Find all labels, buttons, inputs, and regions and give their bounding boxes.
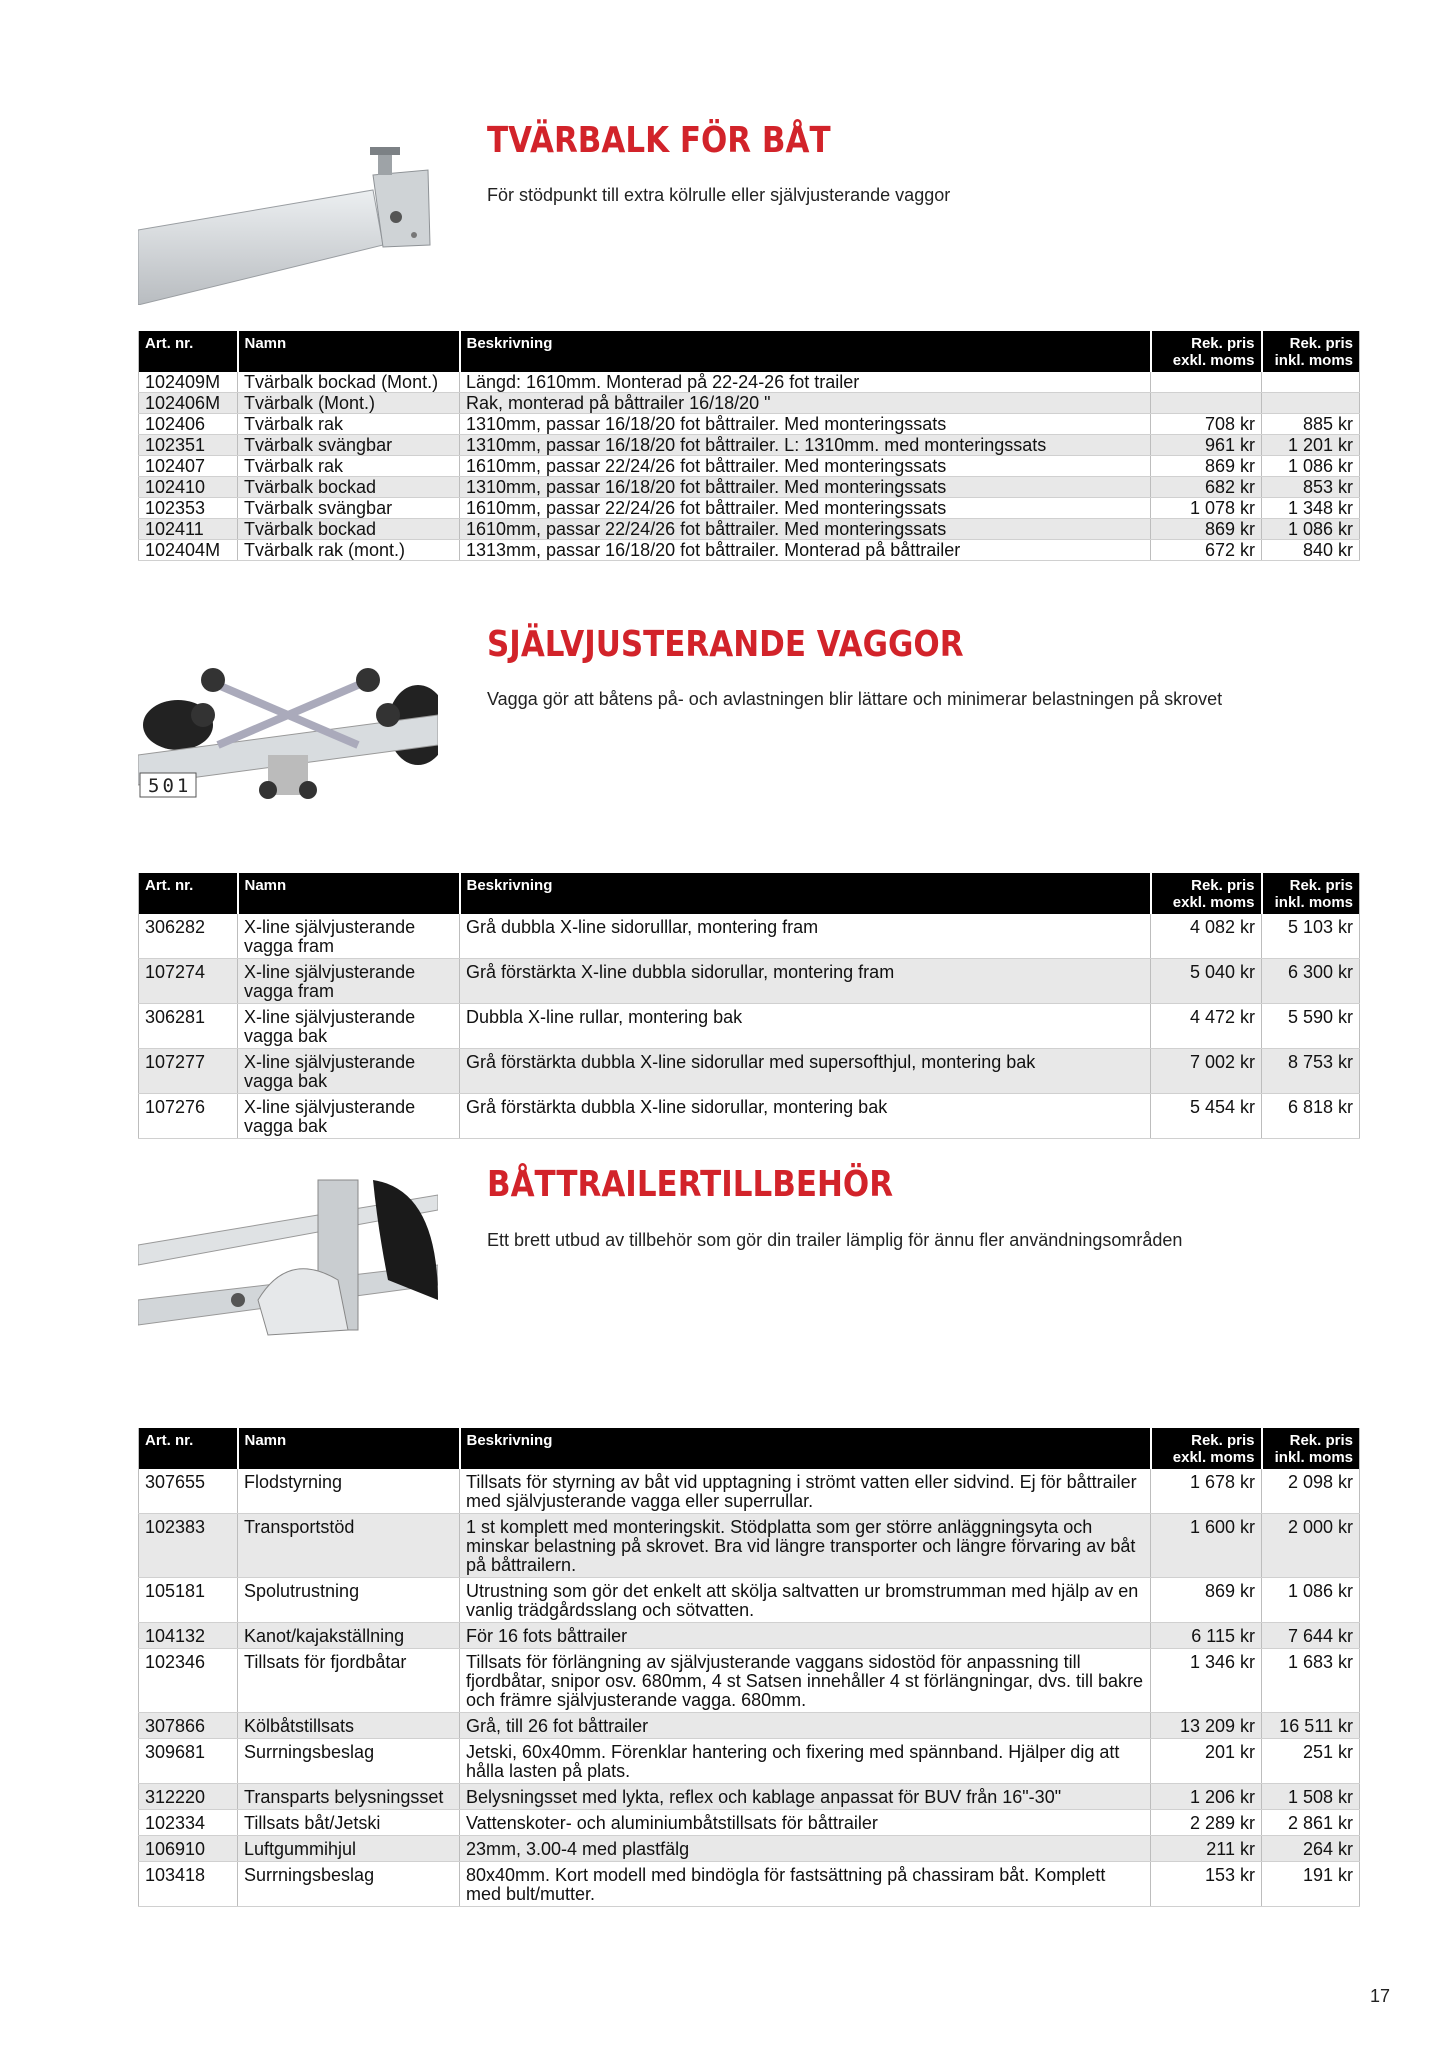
table-row bbox=[139, 1862, 1360, 1907]
cell-description: 23mm, 3.00-4 med plastfälg bbox=[460, 1836, 1151, 1862]
table-row bbox=[139, 1836, 1360, 1862]
cell-price-excl: 1 346 kr bbox=[1151, 1649, 1262, 1713]
table-header-row bbox=[139, 873, 1360, 914]
cell-price-excl: 13 209 kr bbox=[1151, 1713, 1262, 1739]
table-row bbox=[139, 456, 1360, 477]
page-number: 17 bbox=[1369, 1986, 1390, 2006]
section-desc-crossbeam: För stödpunkt till extra kölrulle eller självjusterande vaggor bbox=[487, 185, 951, 205]
cell-price-incl: 7 644 kr bbox=[1262, 1623, 1360, 1649]
cell-description: 1313mm, passar 16/18/20 fot båttrailer. Monterad på båttrailer bbox=[460, 540, 1151, 561]
cradles-table bbox=[138, 873, 1360, 1139]
cell-price-incl: 1 086 kr bbox=[1262, 456, 1360, 477]
cell-name: Tvärbalk bockad bbox=[238, 477, 460, 498]
cell-price-incl: 853 kr bbox=[1262, 477, 1360, 498]
col-price-ex: Rek. pris exkl. moms bbox=[1151, 873, 1262, 914]
cell-price-excl bbox=[1151, 372, 1262, 393]
table-row bbox=[139, 414, 1360, 435]
cell-price-incl: 885 kr bbox=[1262, 414, 1360, 435]
cell-name: Surrningsbeslag bbox=[238, 1862, 460, 1907]
cell-description: Utrustning som gör det enkelt att skölja saltvatten ur bromstrumman med hjälp av en vanlig trädgårdsslang och sötvatten. bbox=[460, 1578, 1151, 1623]
cell-name: X-line självjusterande vagga bak bbox=[238, 1049, 460, 1094]
cell-price-incl: 5 103 kr bbox=[1262, 914, 1360, 959]
table-row bbox=[139, 1469, 1360, 1514]
cell-description: 1310mm, passar 16/18/20 fot båttrailer. L: 1310mm. med monteringssats bbox=[460, 435, 1151, 456]
table-header-row bbox=[139, 331, 1360, 372]
accessories-image bbox=[138, 1170, 438, 1340]
cell-description: Jetski, 60x40mm. Förenklar hantering och fixering med spännband. Hjälper dig att hålla lasten på plats. bbox=[460, 1739, 1151, 1784]
cell-description: 1610mm, passar 22/24/26 fot båttrailer. Med monteringssats bbox=[460, 498, 1151, 519]
cell-art-no: 102404M bbox=[139, 540, 238, 561]
cell-art-no: 102351 bbox=[139, 435, 238, 456]
cell-art-no: 102334 bbox=[139, 1810, 238, 1836]
cell-price-excl: 1 078 kr bbox=[1151, 498, 1262, 519]
col-art: Art. nr. bbox=[139, 331, 238, 372]
cell-art-no: 102409M bbox=[139, 372, 238, 393]
cell-description: Grå, till 26 fot båttrailer bbox=[460, 1713, 1151, 1739]
cell-name: Tvärbalk bockad (Mont.) bbox=[238, 372, 460, 393]
col-name: Namn bbox=[238, 873, 460, 914]
cell-price-incl: 1 086 kr bbox=[1262, 1578, 1360, 1623]
table-row bbox=[139, 1514, 1360, 1578]
cell-price-incl: 264 kr bbox=[1262, 1836, 1360, 1862]
cell-description: Grå förstärkta dubbla X-line sidorullar, montering bak bbox=[460, 1094, 1151, 1139]
cell-description: För 16 fots båttrailer bbox=[460, 1623, 1151, 1649]
cell-art-no: 102406M bbox=[139, 393, 238, 414]
cell-description: Tillsats för förlängning av självjusterande vaggans sidostöd för anpassning till fjordbåtar, snipor osv. 680mm, 4 st Satsen innehåller 4 st förlängningar, dvs. till bakre och främre självjusterande vagga. 680mm. bbox=[460, 1649, 1151, 1713]
cell-name: X-line självjusterande vagga fram bbox=[238, 914, 460, 959]
cell-art-no: 102411 bbox=[139, 519, 238, 540]
cell-price-incl: 2 098 kr bbox=[1262, 1469, 1360, 1514]
table-row bbox=[139, 540, 1360, 561]
cradle-image bbox=[138, 645, 438, 845]
cell-description: Tillsats för styrning av båt vid upptagning i strömt vatten eller sidvind. Ej för båttrailer med självjusterande vagga eller superrullar. bbox=[460, 1469, 1151, 1514]
cell-price-incl bbox=[1262, 393, 1360, 414]
table-row bbox=[139, 1649, 1360, 1713]
cell-description: 1610mm, passar 22/24/26 fot båttrailer. Med monteringssats bbox=[460, 456, 1151, 477]
col-price-ex: Rek. pris exkl. moms bbox=[1151, 331, 1262, 372]
cell-name: X-line självjusterande vagga bak bbox=[238, 1094, 460, 1139]
cell-price-excl: 961 kr bbox=[1151, 435, 1262, 456]
cell-price-excl: 4 082 kr bbox=[1151, 914, 1262, 959]
col-price-ex: Rek. pris exkl. moms bbox=[1151, 1428, 1262, 1469]
table-row bbox=[139, 1623, 1360, 1649]
cell-art-no: 307655 bbox=[139, 1469, 238, 1514]
plate-label: 501 bbox=[148, 775, 192, 797]
section-title-crossbeam: TVÄRBALK FÖR BÅT bbox=[487, 120, 831, 161]
cell-price-excl: 5 040 kr bbox=[1151, 959, 1262, 1004]
cell-price-incl: 5 590 kr bbox=[1262, 1004, 1360, 1049]
cell-name: Tillsats för fjordbåtar bbox=[238, 1649, 460, 1713]
cell-description: Belysningsset med lykta, reflex och kablage anpassat för BUV från 16"-30" bbox=[460, 1784, 1151, 1810]
cell-name: Tvärbalk rak bbox=[238, 414, 460, 435]
col-art: Art. nr. bbox=[139, 1428, 238, 1469]
cell-price-excl: 4 472 kr bbox=[1151, 1004, 1262, 1049]
cell-price-excl: 5 454 kr bbox=[1151, 1094, 1262, 1139]
cell-price-incl bbox=[1262, 372, 1360, 393]
col-price-in: Rek. pris inkl. moms bbox=[1262, 331, 1360, 372]
col-price-in: Rek. pris inkl. moms bbox=[1262, 873, 1360, 914]
cell-art-no: 102346 bbox=[139, 1649, 238, 1713]
section-title-accessories: BÅTTRAILERTILLBEHÖR bbox=[487, 1164, 894, 1205]
cell-name: Transportstöd bbox=[238, 1514, 460, 1578]
cell-art-no: 102383 bbox=[139, 1514, 238, 1578]
table-row bbox=[139, 393, 1360, 414]
cell-art-no: 106910 bbox=[139, 1836, 238, 1862]
cell-art-no: 105181 bbox=[139, 1578, 238, 1623]
cell-price-excl: 672 kr bbox=[1151, 540, 1262, 561]
cell-price-incl: 1 086 kr bbox=[1262, 519, 1360, 540]
cell-price-incl: 840 kr bbox=[1262, 540, 1360, 561]
cell-description: 1310mm, passar 16/18/20 fot båttrailer. Med monteringssats bbox=[460, 477, 1151, 498]
table-row bbox=[139, 1004, 1360, 1049]
accessories-table bbox=[138, 1428, 1360, 1907]
cell-description: Grå förstärkta X-line dubbla sidorullar, montering fram bbox=[460, 959, 1151, 1004]
cell-price-incl: 6 818 kr bbox=[1262, 1094, 1360, 1139]
cell-price-excl: 2 289 kr bbox=[1151, 1810, 1262, 1836]
cell-price-excl: 201 kr bbox=[1151, 1739, 1262, 1784]
cell-price-incl: 1 348 kr bbox=[1262, 498, 1360, 519]
cell-price-incl: 191 kr bbox=[1262, 1862, 1360, 1907]
cell-name: Tvärbalk rak bbox=[238, 456, 460, 477]
cell-art-no: 306281 bbox=[139, 1004, 238, 1049]
cell-name: Luftgummihjul bbox=[238, 1836, 460, 1862]
cell-art-no: 309681 bbox=[139, 1739, 238, 1784]
cell-name: Kölbåtstillsats bbox=[238, 1713, 460, 1739]
cell-name: X-line självjusterande vagga bak bbox=[238, 1004, 460, 1049]
table-row bbox=[139, 1578, 1360, 1623]
cell-description: 1 st komplett med monteringskit. Stödplatta som ger större anläggningsyta och minskar belastning på skrovet. Bra vid längre transporter och längre förvaring av båt på båttrailern. bbox=[460, 1514, 1151, 1578]
cell-price-excl: 1 678 kr bbox=[1151, 1469, 1262, 1514]
cell-price-incl: 1 508 kr bbox=[1262, 1784, 1360, 1810]
cell-price-incl: 6 300 kr bbox=[1262, 959, 1360, 1004]
cell-price-incl: 1 683 kr bbox=[1262, 1649, 1360, 1713]
cell-art-no: 306282 bbox=[139, 914, 238, 959]
cell-art-no: 102406 bbox=[139, 414, 238, 435]
cell-art-no: 102353 bbox=[139, 498, 238, 519]
cell-name: Tillsats båt/Jetski bbox=[238, 1810, 460, 1836]
cell-price-excl: 6 115 kr bbox=[1151, 1623, 1262, 1649]
table-row bbox=[139, 477, 1360, 498]
table-row bbox=[139, 372, 1360, 393]
cell-price-excl: 153 kr bbox=[1151, 1862, 1262, 1907]
cell-price-excl: 211 kr bbox=[1151, 1836, 1262, 1862]
cell-description: 1610mm, passar 22/24/26 fot båttrailer. Med monteringssats bbox=[460, 519, 1151, 540]
cell-art-no: 107276 bbox=[139, 1094, 238, 1139]
cell-price-incl: 8 753 kr bbox=[1262, 1049, 1360, 1094]
cell-name: Transparts belysningsset bbox=[238, 1784, 460, 1810]
cell-description: Dubbla X-line rullar, montering bak bbox=[460, 1004, 1151, 1049]
cell-price-excl: 869 kr bbox=[1151, 1578, 1262, 1623]
cell-price-excl: 869 kr bbox=[1151, 519, 1262, 540]
cell-description: Grå dubbla X-line sidorulllar, montering fram bbox=[460, 914, 1151, 959]
table-row bbox=[139, 1739, 1360, 1784]
cell-price-incl: 2 861 kr bbox=[1262, 1810, 1360, 1836]
cell-name: Flodstyrning bbox=[238, 1469, 460, 1514]
cell-price-incl: 1 201 kr bbox=[1262, 435, 1360, 456]
cell-price-excl: 708 kr bbox=[1151, 414, 1262, 435]
col-desc: Beskrivning bbox=[460, 331, 1151, 372]
cell-name: Tvärbalk rak (mont.) bbox=[238, 540, 460, 561]
cell-price-excl: 869 kr bbox=[1151, 456, 1262, 477]
col-name: Namn bbox=[238, 1428, 460, 1469]
cell-art-no: 102410 bbox=[139, 477, 238, 498]
cell-art-no: 307866 bbox=[139, 1713, 238, 1739]
table-row bbox=[139, 1784, 1360, 1810]
cell-art-no: 102407 bbox=[139, 456, 238, 477]
col-desc: Beskrivning bbox=[460, 1428, 1151, 1469]
cell-art-no: 312220 bbox=[139, 1784, 238, 1810]
cell-price-incl: 251 kr bbox=[1262, 1739, 1360, 1784]
cell-price-excl bbox=[1151, 393, 1262, 414]
cell-art-no: 107274 bbox=[139, 959, 238, 1004]
cell-name: Spolutrustning bbox=[238, 1578, 460, 1623]
cell-price-excl: 1 600 kr bbox=[1151, 1514, 1262, 1578]
crossbeam-table bbox=[138, 331, 1360, 561]
table-row bbox=[139, 1094, 1360, 1139]
table-row bbox=[139, 1713, 1360, 1739]
cell-description: Grå förstärkta dubbla X-line sidorullar med supersofthjul, montering bak bbox=[460, 1049, 1151, 1094]
cell-description: Rak, monterad på båttrailer 16/18/20 " bbox=[460, 393, 1151, 414]
cell-description: 1310mm, passar 16/18/20 fot båttrailer. Med monteringssats bbox=[460, 414, 1151, 435]
cell-description: Vattenskoter- och aluminiumbåtstillsats för båttrailer bbox=[460, 1810, 1151, 1836]
table-row bbox=[139, 435, 1360, 456]
table-row bbox=[139, 1810, 1360, 1836]
cell-name: Kanot/kajakställning bbox=[238, 1623, 460, 1649]
cell-name: Tvärbalk svängbar bbox=[238, 435, 460, 456]
table-row bbox=[139, 1049, 1360, 1094]
cell-art-no: 107277 bbox=[139, 1049, 238, 1094]
section-desc-accessories: Ett brett utbud av tillbehör som gör din trailer lämplig för ännu fler användningsområden bbox=[487, 1230, 1183, 1250]
cell-art-no: 103418 bbox=[139, 1862, 238, 1907]
cell-price-incl: 2 000 kr bbox=[1262, 1514, 1360, 1578]
cell-name: Tvärbalk svängbar bbox=[238, 498, 460, 519]
col-name: Namn bbox=[238, 331, 460, 372]
cell-description: 80x40mm. Kort modell med bindögla för fastsättning på chassiram båt. Komplett med bult/mutter. bbox=[460, 1862, 1151, 1907]
cell-price-excl: 1 206 kr bbox=[1151, 1784, 1262, 1810]
section-desc-cradles: Vagga gör att båtens på- och avlastningen blir lättare och minimerar belastningen på skrovet bbox=[487, 689, 1223, 709]
crossbeam-image bbox=[138, 135, 438, 305]
col-art: Art. nr. bbox=[139, 873, 238, 914]
cell-description: Längd: 1610mm. Monterad på 22-24-26 fot trailer bbox=[460, 372, 1151, 393]
table-row bbox=[139, 959, 1360, 1004]
cell-price-excl: 7 002 kr bbox=[1151, 1049, 1262, 1094]
cell-name: Tvärbalk (Mont.) bbox=[238, 393, 460, 414]
cell-name: X-line självjusterande vagga fram bbox=[238, 959, 460, 1004]
col-price-in: Rek. pris inkl. moms bbox=[1262, 1428, 1360, 1469]
table-row bbox=[139, 914, 1360, 959]
cell-name: Tvärbalk bockad bbox=[238, 519, 460, 540]
cell-price-incl: 16 511 kr bbox=[1262, 1713, 1360, 1739]
cell-name: Surrningsbeslag bbox=[238, 1739, 460, 1784]
col-desc: Beskrivning bbox=[460, 873, 1151, 914]
table-header-row bbox=[139, 1428, 1360, 1469]
cell-price-excl: 682 kr bbox=[1151, 477, 1262, 498]
table-row bbox=[139, 498, 1360, 519]
cell-art-no: 104132 bbox=[139, 1623, 238, 1649]
section-title-cradles: SJÄLVJUSTERANDE VAGGOR bbox=[487, 624, 964, 665]
table-row bbox=[139, 519, 1360, 540]
